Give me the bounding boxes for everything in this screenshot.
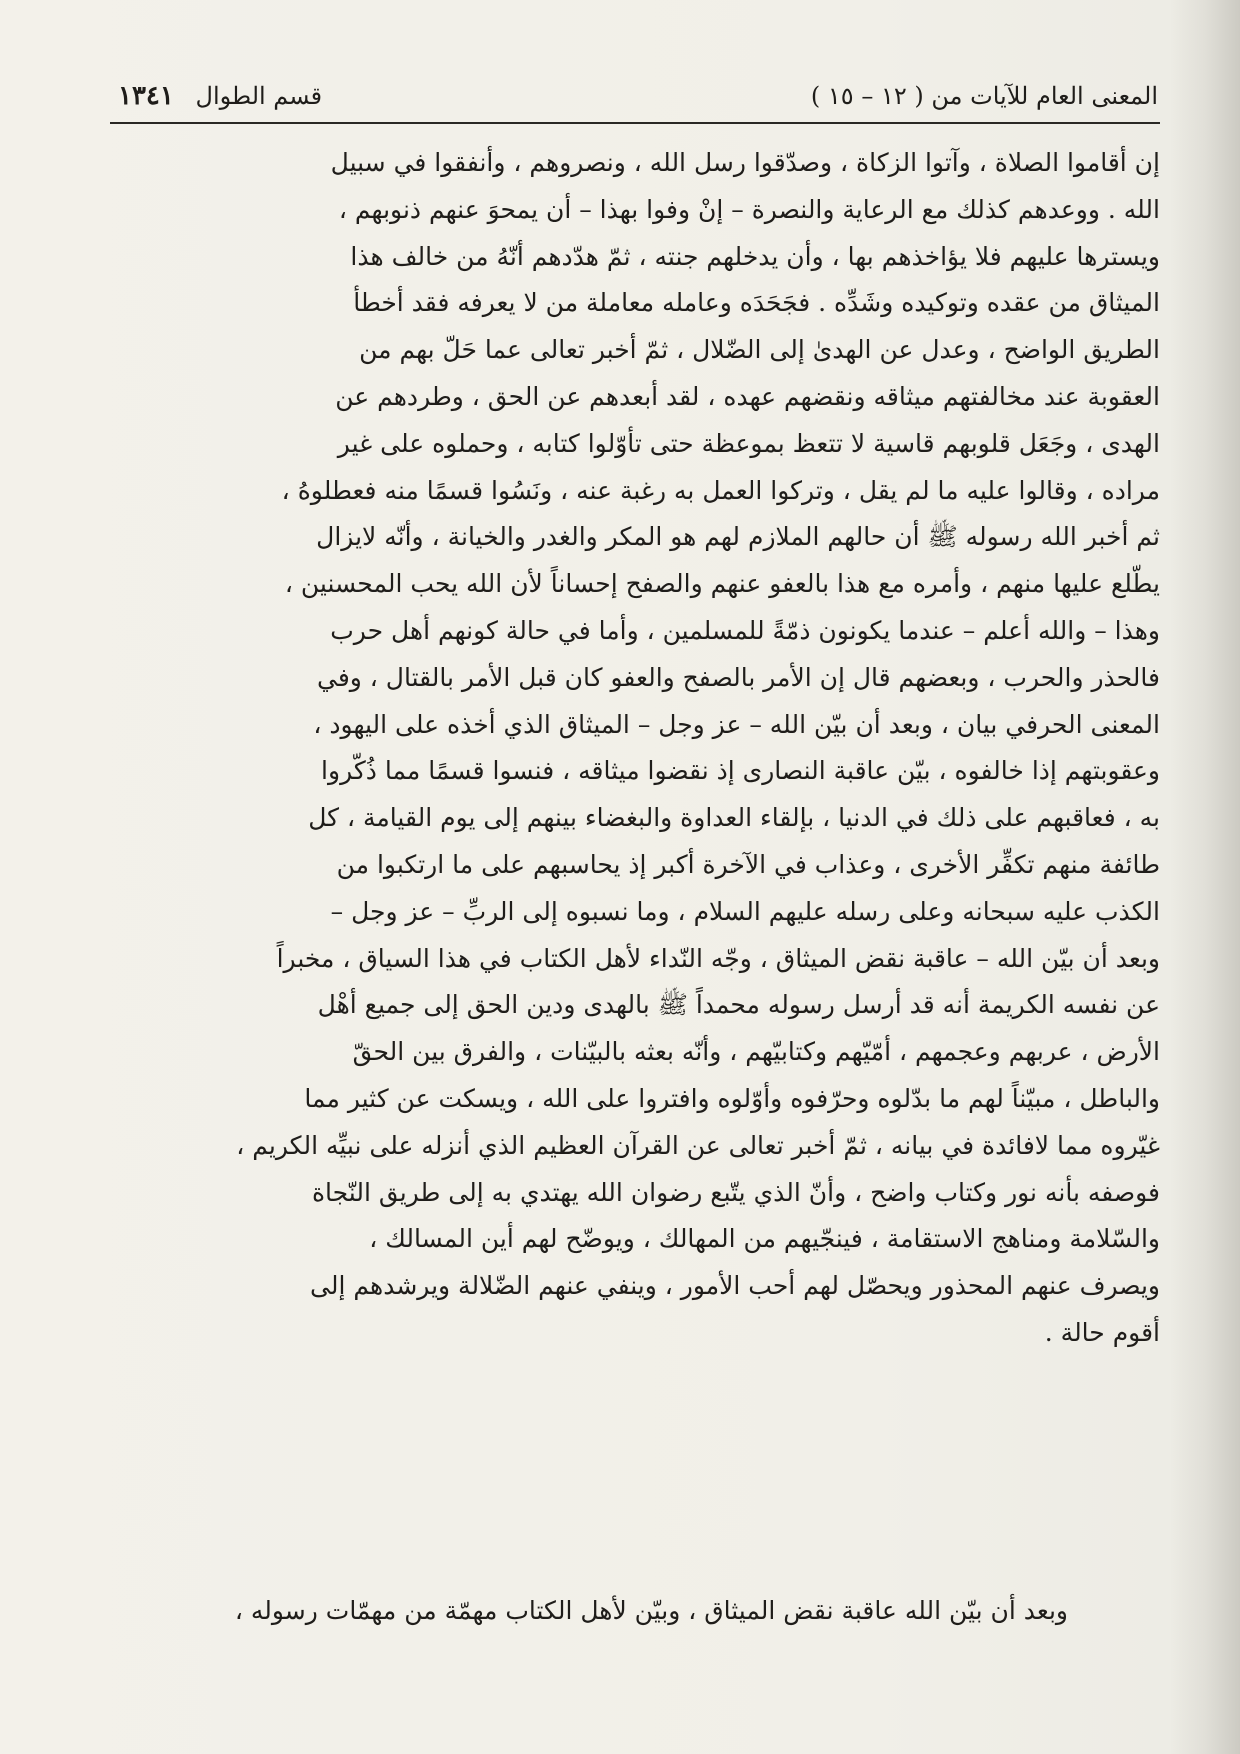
running-title: المعنى العام للآيات من ( ١٢ – ١٥ ) [810,82,1158,110]
text-line: فوصفه بأنه نور وكتاب واضح ، وأنّ الذي يتّبع رضوان الله يهتدي به إلى طريق النّجاة [311,1177,1160,1207]
text-line: وهذا – والله أعلم – عندما يكونون ذمّةً للمسلمين ، وأما في حالة كونهم أهل حرب [330,615,1160,645]
text-line: والباطل ، مبيّناً لهم ما بدّلوه وحرّفوه وأوّلوه وافتروا على الله ، ويسكت عن كثير مما [304,1083,1160,1113]
text-line: الكذب عليه سبحانه وعلى رسله عليهم السلام ، وما نسبوه إلى الربِّ – عز وجل – [330,896,1160,926]
text-line: عن نفسه الكريمة أنه قد أرسل رسوله محمداً ﷺ بالهدى ودين الحق إلى جميع أهْل [317,990,1160,1020]
header-divider [110,122,1160,124]
text-line: إن أقاموا الصلاة ، وآتوا الزكاة ، وصدّقوا رسل الله ، ونصروهم ، وأنفقوا في سبيل [330,148,1160,177]
text-line: فالحذر والحرب ، وبعضهم قال إن الأمر بالصفح والعفو كان قبل الأمر بالقتال ، وفي [316,662,1160,692]
next-paragraph-line: وبعد أن بيّن الله عاقبة نقض الميثاق ، وبيّن لأهل الكتاب مهمّة من مهمّات رسوله ، [234,1596,1068,1625]
text-line: الهدى ، وجَعَل قلوبهم قاسية لا تتعظ بموعظة حتى تأوّلوا كتابه ، وحملوه على غير [337,428,1160,458]
text-line: الطريق الواضح ، وعدل عن الهدىٰ إلى الضّلال ، ثمّ أخبر تعالى عما حَلّ بهم من [359,335,1160,365]
text-line: به ، فعاقبهم على ذلك في الدنيا ، بإلقاء العداوة والبغضاء بينهم إلى يوم القيامة ، كل [308,803,1160,833]
text-line: وعقوبتهم إذا خالفوه ، بيّن عاقبة النصارى إذ نقضوا ميثاقه ، فنسوا قسمًا مما ذُكّروا [321,756,1160,786]
text-line: أقوم حالة . [1044,1317,1160,1347]
text-line: غيّروه مما لافائدة في بيانه ، ثمّ أخبر تعالى عن القرآن العظيم الذي أنزله على نبيِّه الكريم ، [236,1130,1160,1160]
body-paragraph [108,140,1160,1357]
text-line: ويسترها عليهم فلا يؤاخذهم بها ، وأن يدخلهم جنته ، ثمّ هدّدهم أنّهُ من خالف هذا [350,241,1160,271]
page-spine-shadow [1170,0,1240,1754]
text-line: يطّلع عليها منهم ، وأمره مع هذا بالعفو عنهم والصفح إحساناً لأن الله يحب المحسنين ، [284,569,1160,599]
text-line: الميثاق من عقده وتوكيده وشَدِّه . فجَحَدَه وعامله معاملة من لا يعرفه فقد أخطأ [353,288,1160,318]
text-line: المعنى الحرفي بيان ، وبعد أن بيّن الله – عز وجل – الميثاق الذي أخذه على اليهود ، [313,709,1160,739]
text-line: الله . ووعدهم كذلك مع الرعاية والنصرة – إنْ وفوا بهذا – أن يمحوَ عنهم ذنوبهم ، [338,194,1160,224]
text-line: ويصرف عنهم المحذور ويحصّل لهم أحب الأمور ، وينفي عنهم الضّلالة ويرشدهم إلى [310,1271,1160,1301]
text-line: ثم أخبر الله رسوله ﷺ أن حالهم الملازم لهم هو المكر والغدر والخيانة ، وأنّه لايزال [316,522,1160,552]
text-line: مراده ، وقالوا عليه ما لم يقل ، وتركوا العمل به رغبة عنه ، ونَسُوا قسمًا منه فعطلوهُ ، [281,475,1160,505]
text-line: الأرض ، عربهم وعجمهم ، أمّيّهم وكتابيّهم ، وأنّه بعثه بالبيّنات ، والفرق بين الحقّ [352,1037,1160,1067]
text-line: والسّلامة ومناهج الاستقامة ، فينجّيهم من المهالك ، ويوضّح لهم أين المسالك ، [369,1224,1160,1254]
text-line: طائفة منهم تكفِّر الأخرى ، وعذاب في الآخرة أكبر إذ يحاسبهم على ما ارتكبوا من [336,849,1160,879]
section-and-page [118,74,322,118]
page-number: ١٣٤١ [118,81,174,111]
section-title: قسم الطوال [195,82,323,110]
running-header [118,74,1158,118]
text-line: وبعد أن بيّن الله – عاقبة نقض الميثاق ، وجّه النّداء لأهل الكتاب في هذا السياق ، مخبراً [276,943,1160,973]
text-line: العقوبة عند مخالفتهم ميثاقه ونقضهم عهده ، لقد أبعدهم عن الحق ، وطردهم عن [335,381,1160,411]
